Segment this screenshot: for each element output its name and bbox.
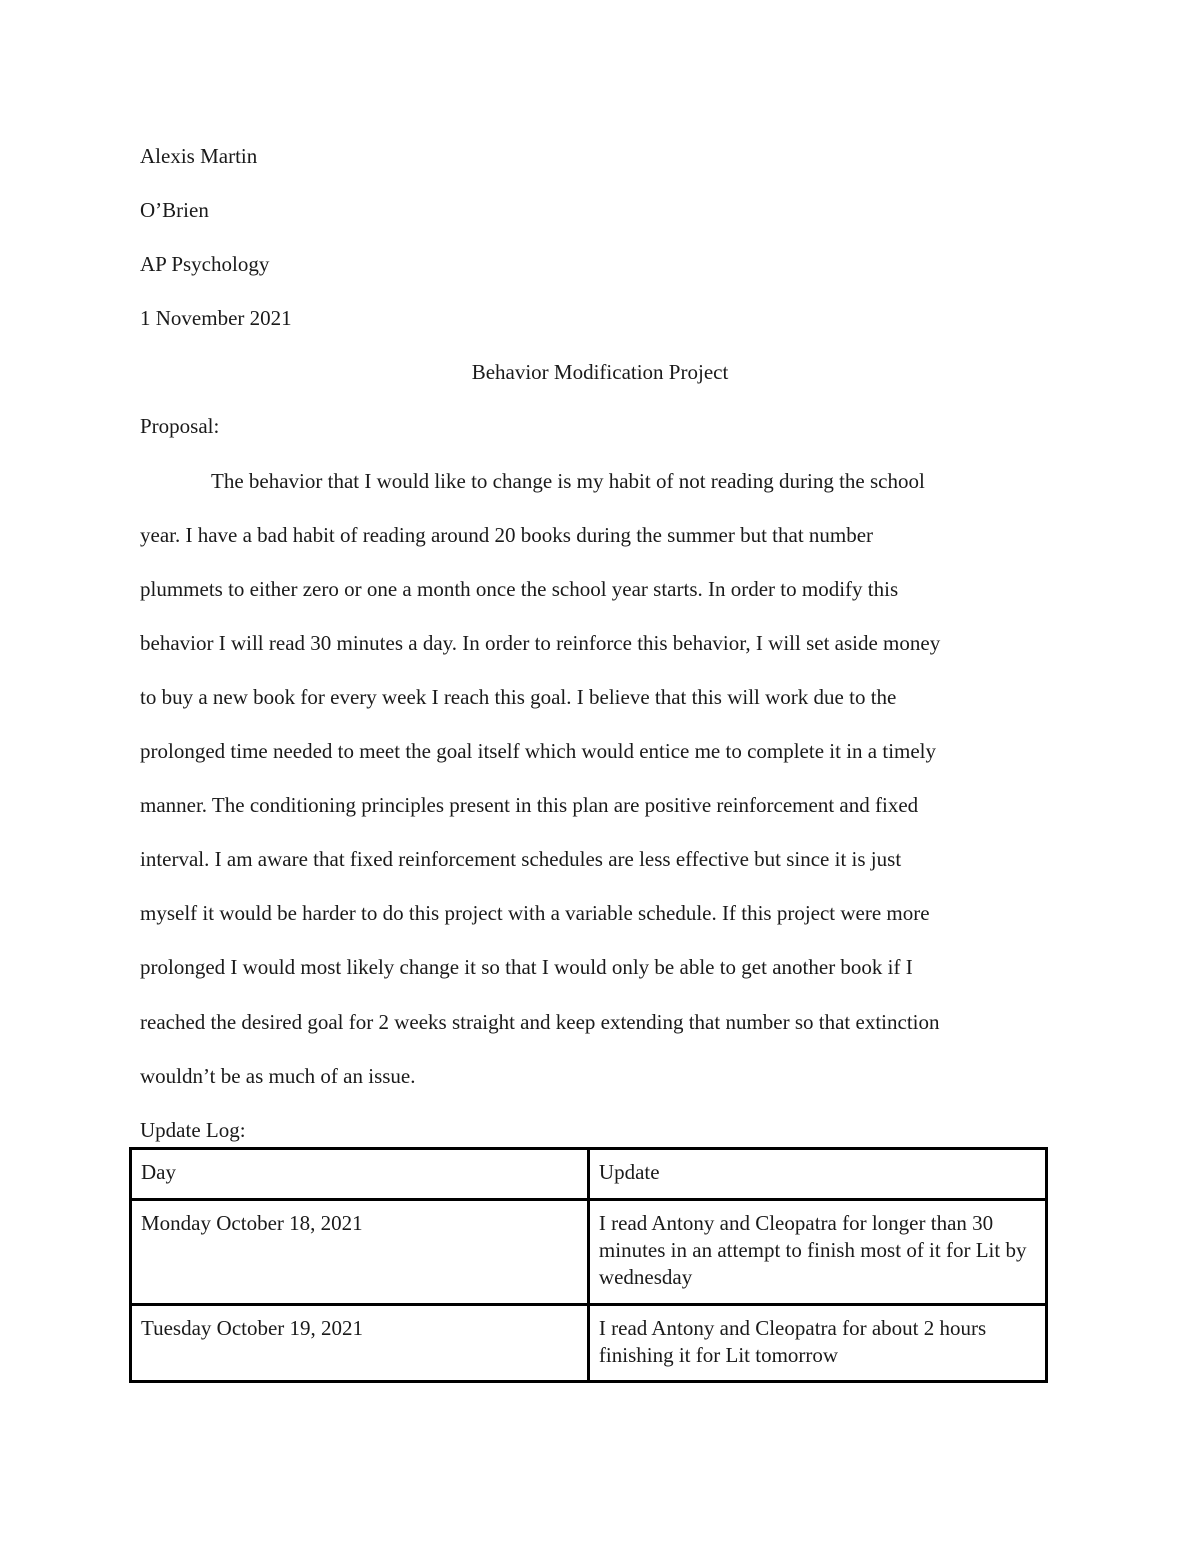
proposal-line: myself it would be harder to do this project with a variable schedule. If this project were more [140,901,930,925]
student-name: Alexis Martin [140,144,258,168]
table-header-row [131,1149,1047,1200]
column-header-update: Update [588,1149,1046,1200]
proposal-line: The behavior that I would like to change is my habit of not reading during the school [211,469,925,493]
document-title: Behavior Modification Project [471,360,729,384]
proposal-line: prolonged time needed to meet the goal itself which would entice me to complete it in a timely [140,739,937,763]
proposal-line: behavior I will read 30 minutes a day. In order to reinforce this behavior, I will set aside money [140,631,941,655]
proposal-heading: Proposal: [140,414,220,438]
update-cell: I read Antony and Cleopatra for longer than 30 minutes in an attempt to finish most of it for Lit by wednesday [588,1200,1046,1305]
day-cell: Tuesday October 19, 2021 [131,1305,589,1382]
proposal-line: wouldn’t be as much of an issue. [140,1064,416,1088]
course-name: AP Psychology [140,252,270,276]
proposal-line: to buy a new book for every week I reach this goal. I believe that this will work due to the [140,685,897,709]
proposal-line: plummets to either zero or one a month once the school year starts. In order to modify this [140,577,899,601]
table-row [131,1305,1047,1382]
column-header-day: Day [131,1149,589,1200]
proposal-line: interval. I am aware that fixed reinforcement schedules are less effective but since it is just [140,847,902,871]
proposal-line: reached the desired goal for 2 weeks straight and keep extending that number so that extinction [140,1010,940,1034]
teacher-name: O’Brien [140,198,209,222]
day-cell: Monday October 18, 2021 [131,1200,589,1305]
proposal-line: year. I have a bad habit of reading around 20 books during the summer but that number [140,523,874,547]
proposal-line: manner. The conditioning principles present in this plan are positive reinforcement and fixed [140,793,919,817]
update-log-heading: Update Log: [140,1118,246,1142]
table-row [131,1200,1047,1305]
document-date: 1 November 2021 [140,306,292,330]
update-log-table [129,1147,1048,1383]
update-cell: I read Antony and Cleopatra for about 2 hours finishing it for Lit tomorrow [588,1305,1046,1382]
proposal-line: prolonged I would most likely change it so that I would only be able to get another book if I [140,955,913,979]
